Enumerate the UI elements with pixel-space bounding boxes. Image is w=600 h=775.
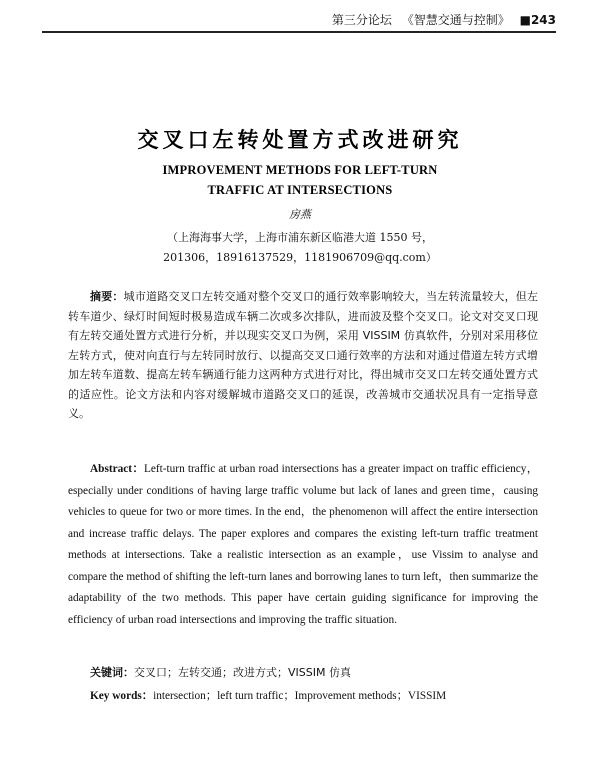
header-rule	[42, 31, 556, 33]
header-section: 第三分论坛	[331, 13, 392, 27]
abstract-cn	[68, 287, 538, 424]
abstract-cn-text: 城市道路交叉口左转交通对整个交叉口的通行效率影响较大，当左转流量较大，但左转车道少、绿灯时间短时极易造成车辆二次或多次排队，进而波及整个交叉口。论文对交叉口现有左转交通处置方式进行分析，并以现实交叉口为例，采用 VISSIM 仿真软件，分别对采用移位左转方式，使对向直行与左转同时放行、以提高交叉口通行效率的方法和对通过借道左转方式增加左转车道数、提高左转车辆通行能力这两种方式进行对比，得出城市交叉口左转交通处置方式的适应性。论文方法和内容对缓解城市道路交叉口的延误，改善城市交通状况具有一定指导意义。	[68, 290, 539, 420]
abstract-en	[68, 459, 538, 631]
paper-title-en-line1: IMPROVEMENT METHODS FOR LEFT-TURN	[162, 163, 438, 177]
abstract-en-text: Left-turn traffic at urban road intersections has a greater impact on traffic efficiency，especially under conditions of having large traffic volume but lack of lanes and green time，causing vehicles to queue for two or more times. In the end，the phenomenon will affect the entire intersection and increase traffic delays. The paper explores and compares the existing left-turn traffic treatment methods at intersections. Take a realistic intersection as an example，use Vissim to analyse and compare the method of shifting the left-turn lanes and borrowing lanes to turn left，then summarize the adaptability of the two methods. This paper have certain guiding significance for improving the efficiency of urban road intersections and improving the traffic situation.	[68, 463, 538, 626]
keywords-cn-label: 关键词：	[90, 666, 134, 679]
paper-title-cn: 交叉口左转处置方式改进研究	[137, 128, 463, 152]
affiliation-line2: 201306，18916137529，1181906709@qq.com）	[163, 251, 437, 264]
header-page-marker: ■243	[519, 13, 556, 27]
keywords-en	[90, 687, 446, 703]
running-header	[0, 0, 600, 34]
header-page-number: 243	[530, 13, 556, 27]
header-text	[326, 11, 556, 28]
affiliation-line1: （上海海事大学，上海市浦东新区临港大道 1550 号，	[167, 231, 433, 244]
header-journal: 《智慧交通与控制》	[401, 13, 510, 27]
author-name: 房燕	[289, 208, 311, 221]
keywords-cn-text: 交叉口；左转交通；改进方式；VISSIM 仿真	[134, 666, 351, 679]
abstract-en-label: Abstract：	[90, 463, 144, 475]
keywords-en-label: Key words：	[90, 690, 154, 702]
keywords-en-text: intersection；left turn traffic；Improvement methods；VISSIM	[153, 690, 447, 702]
paper-title-en-line2: TRAFFIC AT INTERSECTIONS	[207, 183, 393, 197]
abstract-cn-label: 摘要：	[90, 290, 124, 303]
keywords-cn	[90, 664, 351, 680]
